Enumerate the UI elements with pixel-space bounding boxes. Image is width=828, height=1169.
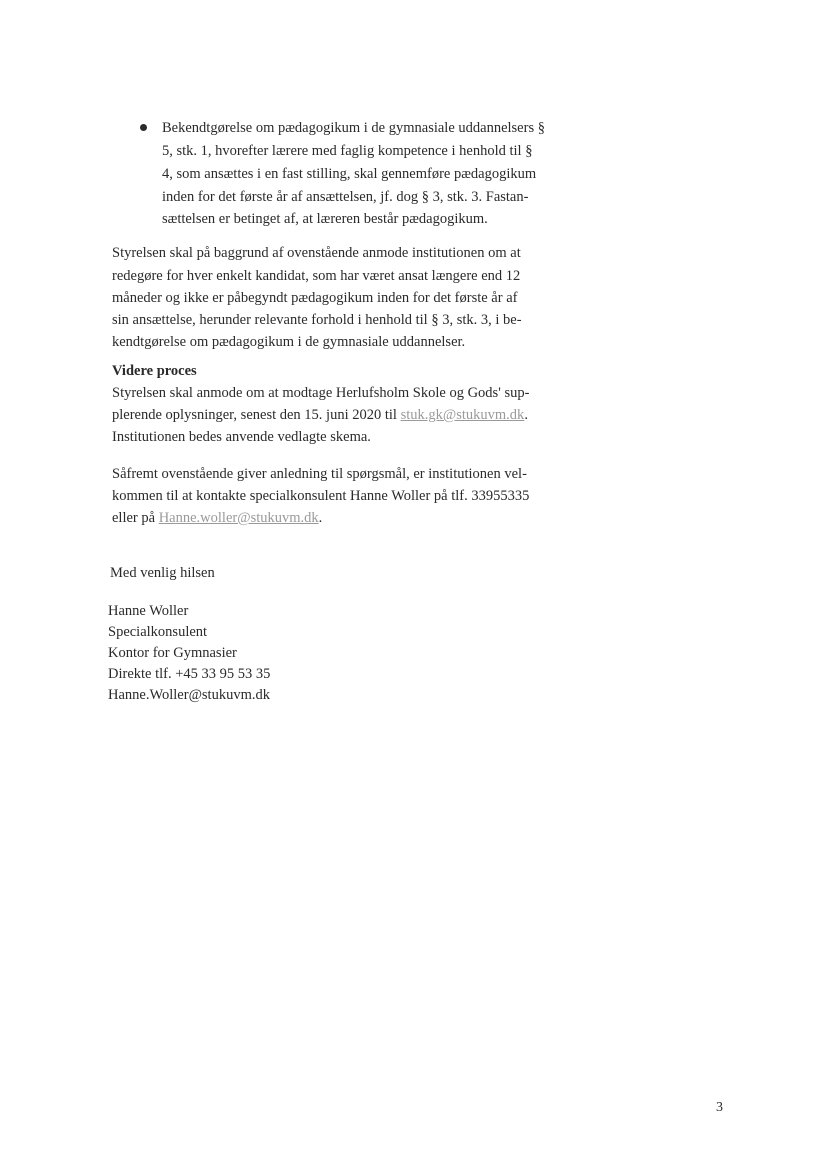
signature-office: Kontor for Gymnasier: [108, 645, 237, 661]
email-link-stuk[interactable]: stuk.gk@stukuvm.dk: [400, 407, 525, 423]
closing-text: Med venlig hilsen: [110, 565, 215, 581]
bullet-icon: [140, 124, 147, 131]
signature-name: Hanne Woller: [108, 603, 189, 619]
bullet-line: Bekendtgørelse om pædagogikum i de gymnasiale uddannelsers §: [162, 120, 545, 136]
text-span: .: [318, 510, 323, 526]
paragraph-line: kendtgørelse om pædagogikum i de gymnasiale uddannelser.: [112, 334, 466, 350]
paragraph-line: Såfremt ovenstående giver anledning til spørgsmål, er institutionen vel-: [112, 466, 527, 482]
signature-phone: Direkte tlf. +45 33 95 53 35: [108, 666, 271, 682]
signature-email: Hanne.Woller@stukuvm.dk: [108, 687, 270, 703]
bullet-line: 4, som ansættes i en fast stilling, skal gennemføre pædagogikum: [162, 166, 537, 182]
paragraph-line: Institutionen bedes anvende vedlagte skema.: [112, 429, 371, 445]
paragraph-line: sin ansættelse, herunder relevante forhold i henhold til § 3, stk. 3, i be-: [112, 312, 522, 328]
paragraph-line: kommen til at kontakte specialkonsulent Hanne Woller på tlf. 33955335: [112, 488, 530, 504]
text-span: eller på: [112, 510, 159, 526]
text-span: plerende oplysninger, senest den 15. juni 2020 til: [112, 407, 401, 423]
paragraph-line: [112, 405, 528, 425]
paragraph-line: måneder og ikke er påbegyndt pædagogikum inden for det første år af: [112, 290, 518, 306]
bullet-line: sættelsen er betinget af, at læreren består pædagogikum.: [162, 211, 488, 227]
paragraph-line: [112, 508, 322, 528]
email-link-hanne[interactable]: Hanne.woller@stukuvm.dk: [158, 510, 319, 526]
bullet-line: 5, stk. 1, hvorefter lærere med faglig kompetence i henhold til §: [162, 143, 533, 159]
bullet-line: inden for det første år af ansættelsen, jf. dog § 3, stk. 3. Fastan-: [162, 189, 529, 205]
paragraph-line: redegøre for hver enkelt kandidat, som har været ansat længere end 12: [112, 268, 521, 284]
signature-title: Specialkonsulent: [108, 624, 208, 640]
text-span: .: [524, 407, 528, 423]
page-number: 3: [716, 1100, 723, 1115]
section-heading: Videre proces: [112, 363, 197, 379]
paragraph-line: Styrelsen skal anmode om at modtage Herlufsholm Skole og Gods' sup-: [112, 385, 530, 401]
paragraph-line: Styrelsen skal på baggrund af ovenstående anmode institutionen om at: [112, 245, 521, 261]
